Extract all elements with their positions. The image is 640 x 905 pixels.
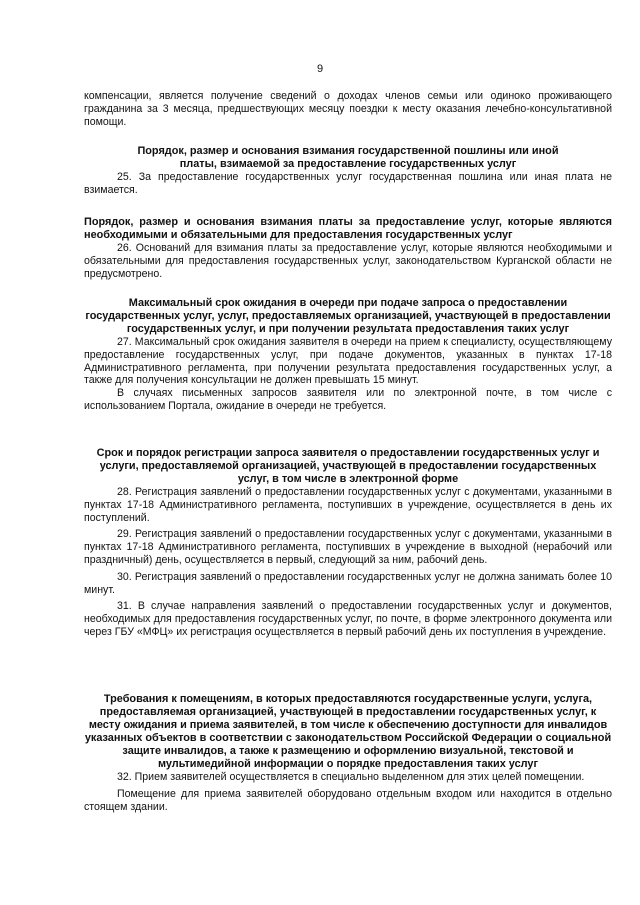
section-heading: Порядок, размер и основания взимания государственной пошлины или иной платы, взимаемой за предоставление государственных услуг — [137, 145, 559, 170]
paragraph-28: 28. Регистрация заявлений о предоставлении государственных услуг с документами, указанными в пунктах 17-18 Административного регламента, поступивших в учреждение, осуществляется в день их поступлений. — [84, 486, 612, 524]
paragraph-27-note: В случаях письменных запросов заявителя или по электронной почте, в том числе с использованием Портала, ожидание в очереди не требуется. — [84, 387, 612, 412]
paragraph-27: 27. Максимальный срок ожидания заявителя в очереди на прием к специалисту, осуществляющему предоставление государственных услуг, при подаче документов, указанных в пунктах 17-18 Административного регламента, при получении результата предоставления государственных услуг, а также для получения консультации не должен превышать 15 минут. — [84, 336, 612, 387]
section-heading: Требования к помещениям, в которых предоставляются государственные услуги, услуга, предоставляемая организацией, участвующей в предоставлении государственных услуг, к месту ожидания и приема заявителей, в том числе к обеспечению доступности для инвалидов указанных объектов в соответствии с законодательством Российской Федерации о социальной защите инвалидов, а также к размещению и оформлению визуальной, текстовой и мультимедийной информации о порядке предоставления таких услуг — [84, 693, 612, 770]
section-state-fee — [84, 145, 612, 197]
section-mandatory-services-fee — [84, 216, 612, 280]
section-heading: Порядок, размер и основания взимания платы за предоставление услуг, которые являются необходимыми и обязательными для предоставления государственных услуг — [84, 216, 612, 241]
intro-paragraph: компенсации, является получение сведений о доходах членов семьи или одиноко проживающего гражданина за 3 месяца, предшествующих месяцу поездки к месту оказания лечебно-консультативной помощи. — [84, 90, 612, 128]
section-premises-requirements — [84, 693, 612, 813]
section-heading: Максимальный срок ожидания в очереди при подаче запроса о предоставлении государственных услуг, услуг, предоставляемых организацией, участвующей в предоставлении государственных услуг, и при получении результата предоставления таких услуг — [85, 297, 611, 335]
page-number: 9 — [316, 63, 324, 75]
section-heading: Срок и порядок регистрации запроса заявителя о предоставлении государственных услуг и услуги, предоставляемой организацией, участвующей в предоставлении государственных услуг, в том числе в электронной форме — [96, 447, 600, 485]
paragraph-32-note: Помещение для приема заявителей оборудовано отдельным входом или находится в отдельно стоящем здании. — [84, 787, 612, 813]
section-waiting-time — [84, 297, 612, 413]
paragraph-30: 30. Регистрация заявлений о предоставлении государственных услуг не должна занимать более 10 минут. — [84, 570, 612, 596]
paragraph-25: 25. За предоставление государственных услуг государственная пошлина или иная плата не взимается. — [84, 171, 612, 196]
paragraph-26: 26. Оснований для взимания платы за предоставление услуг, которые являются необходимыми и обязательными для предоставления государственных услуг, законодательством Курганской области не предусмотрено. — [84, 242, 612, 280]
intro-paragraph-block — [84, 90, 612, 128]
paragraph-31: 31. В случае направления заявлений о предоставлении государственных услуг и документов, необходимых для предоставления государственных услуг, по почте, в форме электронного документа или через ГБУ «МФЦ» их регистрация осуществляется в первый рабочий день их поступления в учреждение. — [84, 600, 612, 638]
section-registration — [84, 447, 612, 639]
paragraph-29: 29. Регистрация заявлений о предоставлении государственных услуг с документами, указанными в пунктах 17-18 Административного регламента, поступивших в учреждение в выходной (нерабочий или праздничный) день, осуществляется в первый, следующий за ним, рабочий день. — [84, 528, 612, 566]
paragraph-32: 32. Прием заявителей осуществляется в специально выделенном для этих целей помещении. — [117, 771, 585, 783]
